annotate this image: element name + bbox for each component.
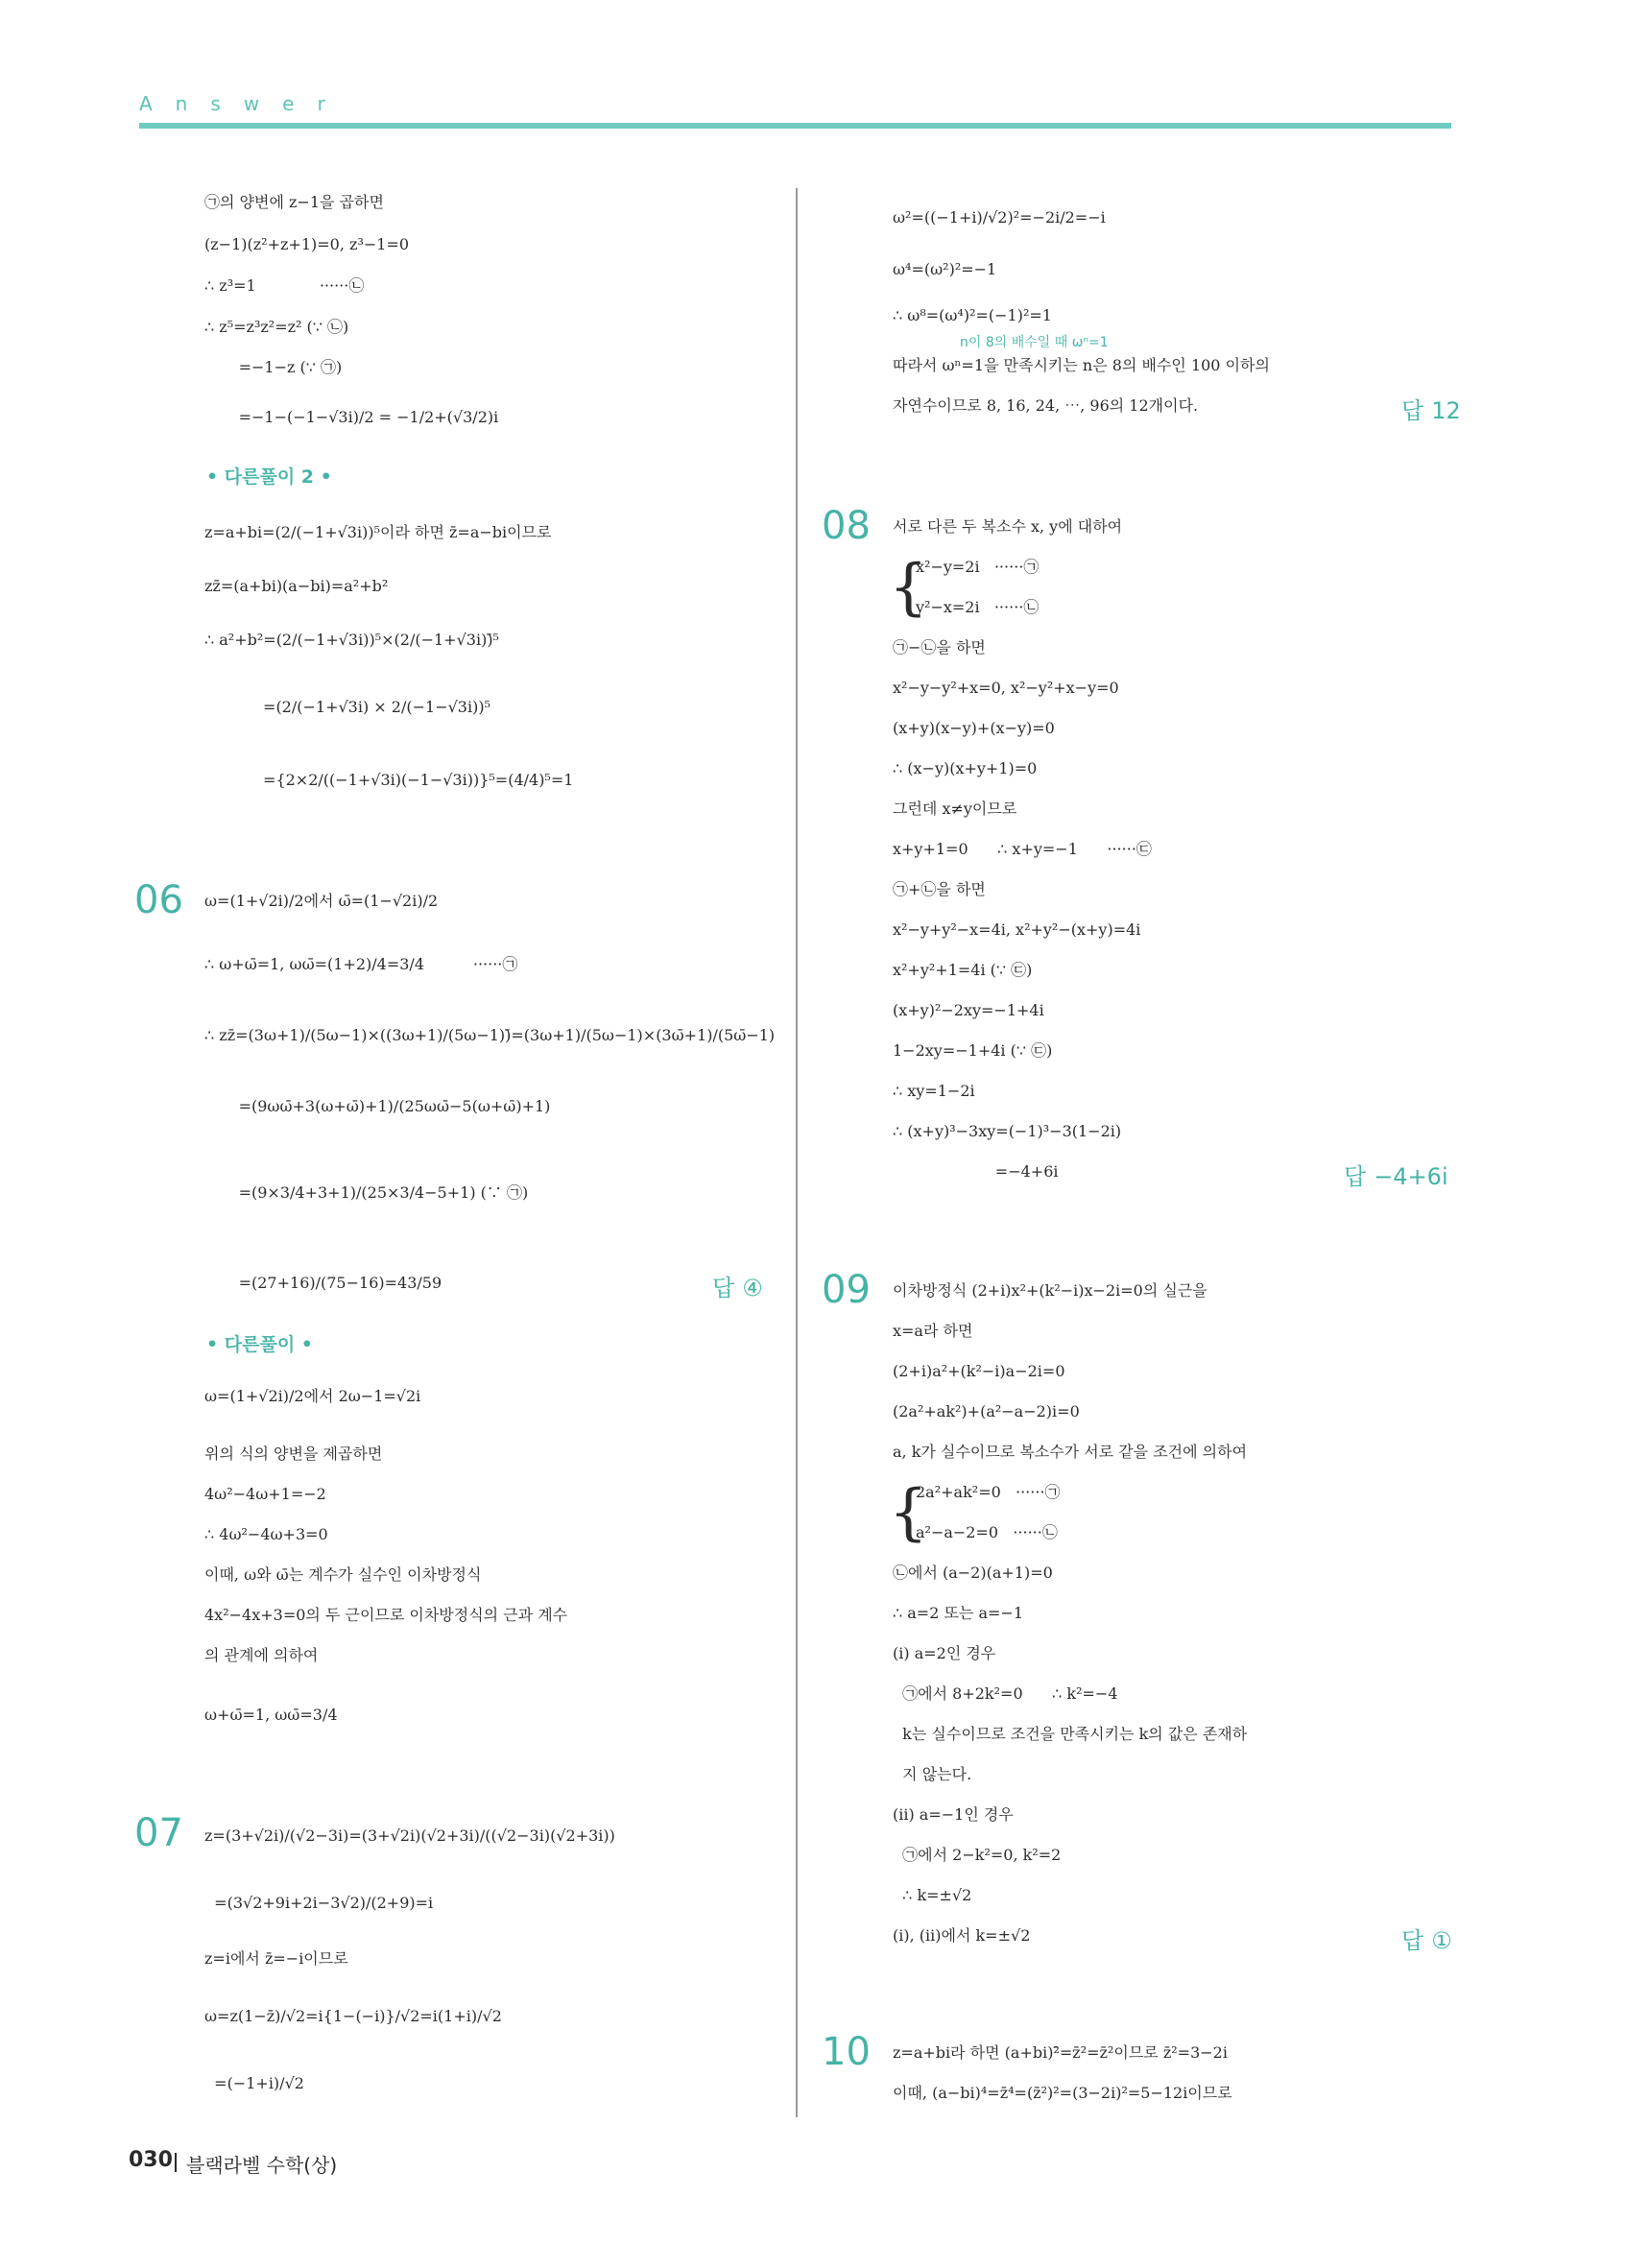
q06-line: ∴ ω+ω̄=1, ωω̄=(1+2)/4=3/4 ······㉠	[204, 955, 518, 973]
intro-line: =−1−z (∵ ㉠)	[204, 358, 343, 376]
q07-cont-line: 따라서 ωⁿ=1을 만족시키는 n은 8의 배수인 100 이하의	[893, 356, 1270, 374]
q06-line: =(9ωω̄+3(ω+ω̄)+1)/(25ωω̄−5(ω+ω̄)+1)	[204, 1097, 551, 1115]
q06-line: ∴ zz̄=(3ω+1)/(5ω−1)×((3ω+1)/(5ω−1))̄=(3ω+1)/(5ω−1)×(3ω̄+1)/(5ω̄−1)	[204, 1026, 776, 1044]
system-brace: {	[889, 552, 928, 623]
alt2-line: z=a+bi=(2/(−1+√3i))⁵이라 하면 z̄=a−bi이므로	[204, 523, 552, 541]
q07-line: ω=z(1−z̄)/√2=i{1−(−i)}/√2=i(1+i)/√2	[204, 2007, 502, 2025]
q09-line: ㉠에서 8+2k²=0 ∴ k²=−4	[893, 1684, 1118, 1703]
q09-line: ∴ a=2 또는 a=−1	[893, 1604, 1024, 1622]
q08-line: 1−2xy=−1+4i (∵ ㉢)	[893, 1041, 1053, 1060]
q06-alt-line: 이때, ω와 ω̄는 계수가 실수인 이차방정식	[204, 1565, 482, 1584]
q07-annotation: n이 8의 배수일 때 ωⁿ=1	[960, 335, 1109, 350]
header-answer-label: Answer	[139, 92, 348, 115]
page-number: 030	[129, 2148, 173, 2172]
q09-line: (2a²+ak²)+(a²−a−2)i=0	[893, 1402, 1080, 1420]
q07-line: =(3√2+9i+2i−3√2)/(2+9)=i	[204, 1894, 434, 1912]
q09-line: k는 실수이므로 조건을 만족시키는 k의 값은 존재하	[893, 1725, 1248, 1743]
q09-line: (ⅱ) a=−1인 경우	[893, 1805, 1014, 1824]
q09-line: ∴ k=±√2	[893, 1886, 972, 1904]
q08-line: x²−y=2i ······㉠	[916, 558, 1040, 576]
answer-tag: 답	[712, 1275, 735, 1301]
q07-line: z=(3+√2i)/(√2−3i)=(3+√2i)(√2+3i)/((√2−3i)(√2+3i))	[204, 1826, 615, 1845]
q09-line: ㉠에서 2−k²=0, k²=2	[893, 1846, 1062, 1864]
q09-line: a, k가 실수이므로 복소수가 서로 같을 조건에 의하여	[893, 1443, 1248, 1461]
q06-alt-line: 위의 식의 양변을 제곱하면	[204, 1444, 383, 1463]
footer-divider	[175, 2153, 177, 2172]
q08-line: ㉠+㉡을 하면	[893, 880, 986, 898]
intro-line: (z−1)(z²+z+1)=0, z³−1=0	[204, 235, 410, 253]
question-number-10: 10	[822, 2030, 871, 2074]
q08-line: 서로 다른 두 복소수 x, y에 대하여	[893, 517, 1123, 536]
q07-line: z=i에서 z̄=−i이므로	[204, 1949, 348, 1968]
q06-line: ω=(1+√2i)/2에서 ω̄=(1−√2i)/2	[204, 892, 439, 910]
intro-line: ∴ z³=1 ······㉡	[204, 276, 365, 295]
question-number-09: 09	[822, 1268, 871, 1312]
q08-line: ∴ (x−y)(x+y+1)=0	[893, 759, 1038, 777]
q08-line: ㉠−㉡을 하면	[893, 638, 986, 657]
q07-cont-line: ∴ ω⁸=(ω⁴)²=(−1)²=1	[893, 306, 1052, 324]
q09-line: a²−a−2=0 ······㉡	[916, 1523, 1058, 1541]
q08-line: x²+y²+1=4i (∵ ㉢)	[893, 961, 1033, 979]
question-number-06: 06	[134, 878, 183, 922]
q06-alt-line: 4ω²−4ω+1=−2	[204, 1485, 326, 1503]
header-rule	[139, 123, 1451, 129]
q09-answer	[1401, 1922, 1452, 1955]
alt2-line: =(2/(−1+√3i) × 2/(−1−√3i))⁵	[204, 698, 490, 716]
question-number-07: 07	[134, 1811, 183, 1855]
q07-answer	[1401, 392, 1461, 425]
q08-line: 그런데 x≠y이므로	[893, 800, 1017, 818]
q06-alt-line: ∴ 4ω²−4ω+3=0	[204, 1525, 328, 1543]
q09-line: (2+i)a²+(k²−i)a−2i=0	[893, 1362, 1065, 1380]
q06-line: =(27+16)/(75−16)=43/59	[204, 1274, 442, 1292]
alt2-line: zz̄=(a+bi)(a−bi)=a²+b²	[204, 577, 389, 595]
question-number-08: 08	[822, 504, 871, 548]
q06-alt-line: ω=(1+√2i)/2에서 2ω−1=√2i	[204, 1387, 421, 1405]
alt2-line: ∴ a²+b²=(2/(−1+√3i))⁵×(2/(−1+√3i))̄⁵	[204, 631, 499, 649]
q07-cont-line: ω⁴=(ω²)²=−1	[893, 260, 997, 278]
q08-line: ∴ (x+y)³−3xy=(−1)³−3(1−2i)	[893, 1122, 1122, 1140]
q09-line: ㉡에서 (a−2)(a+1)=0	[893, 1564, 1053, 1582]
q08-line: =−4+6i	[893, 1162, 1059, 1181]
intro-line: ∴ z⁵=z³z²=z² (∵ ㉡)	[204, 318, 349, 336]
alt-solution-label: • 다른풀이 •	[206, 1334, 313, 1355]
q09-line: (ⅰ) a=2인 경우	[893, 1644, 996, 1662]
q06-line: =(9×3/4+3+1)/(25×3/4−5+1) (∵ ㉠)	[204, 1183, 529, 1202]
answer-tag: 답	[1401, 397, 1424, 424]
alt2-line: ={2×2/((−1+√3i)(−1−√3i))}⁵=(4/4)⁵=1	[204, 771, 574, 789]
q08-line: y²−x=2i ······㉡	[916, 598, 1040, 616]
q06-alt-line: 4x²−4x+3=0의 두 근이므로 이차방정식의 근과 계수	[204, 1606, 568, 1624]
system-brace: {	[889, 1477, 928, 1548]
q08-line: ∴ xy=1−2i	[893, 1082, 975, 1100]
answer-tag: 답	[1344, 1163, 1367, 1190]
q08-line: (x+y)(x−y)+(x−y)=0	[893, 719, 1055, 737]
q09-line: 2a²+ak²=0 ······㉠	[916, 1483, 1061, 1501]
q08-line: x²−y+y²−x=4i, x²+y²−(x+y)=4i	[893, 920, 1141, 939]
q09-line: 이차방정식 (2+i)x²+(k²−i)x−2i=0의 실근을	[893, 1281, 1207, 1300]
q08-line: x+y+1=0 ∴ x+y=−1 ······㉢	[893, 840, 1152, 858]
q09-line: 지 않는다.	[893, 1765, 972, 1783]
book-title: 블랙라벨 수학(상)	[186, 2154, 338, 2177]
q09-line: x=a라 하면	[893, 1322, 973, 1340]
q09-line: (ⅰ), (ⅱ)에서 k=±√2	[893, 1926, 1031, 1945]
q07-cont-line: 자연수이므로 8, 16, 24, ⋯, 96의 12개이다.	[893, 396, 1199, 415]
q10-line: 이때, (a−bi)⁴=z̄⁴=(z̄²)²=(3−2i)²=5−12i이므로	[893, 2084, 1232, 2102]
q08-line: x²−y−y²+x=0, x²−y²+x−y=0	[893, 679, 1119, 697]
q08-answer	[1344, 1158, 1448, 1191]
q08-line: (x+y)²−2xy=−1+4i	[893, 1001, 1044, 1019]
intro-line: =−1−(−1−√3i)/2 = −1/2+(√3/2)i	[204, 408, 499, 426]
q06-answer	[712, 1269, 763, 1302]
answer-value: ①	[1431, 1927, 1452, 1954]
q06-alt-line: 의 관계에 의하여	[204, 1646, 319, 1664]
answer-tag: 답	[1401, 1927, 1424, 1954]
answer-value: −4+6i	[1374, 1163, 1448, 1190]
column-divider	[796, 188, 798, 2117]
alt-solution-2-label: • 다른풀이 2 •	[206, 466, 332, 488]
intro-line: ㉠의 양변에 z−1을 곱하면	[204, 193, 384, 211]
q10-line: z=a+bi라 하면 (a+bi)²̄=z̄²=z̄²이므로 z̄²=3−2i	[893, 2043, 1228, 2062]
answer-value: 12	[1431, 397, 1461, 424]
q06-alt-line: ω+ω̄=1, ωω̄=3/4	[204, 1706, 338, 1724]
q07-cont-line: ω²=((−1+i)/√2)²=−2i/2=−i	[893, 208, 1106, 227]
answer-value: ④	[742, 1275, 763, 1301]
q07-line: =(−1+i)/√2	[204, 2074, 304, 2092]
